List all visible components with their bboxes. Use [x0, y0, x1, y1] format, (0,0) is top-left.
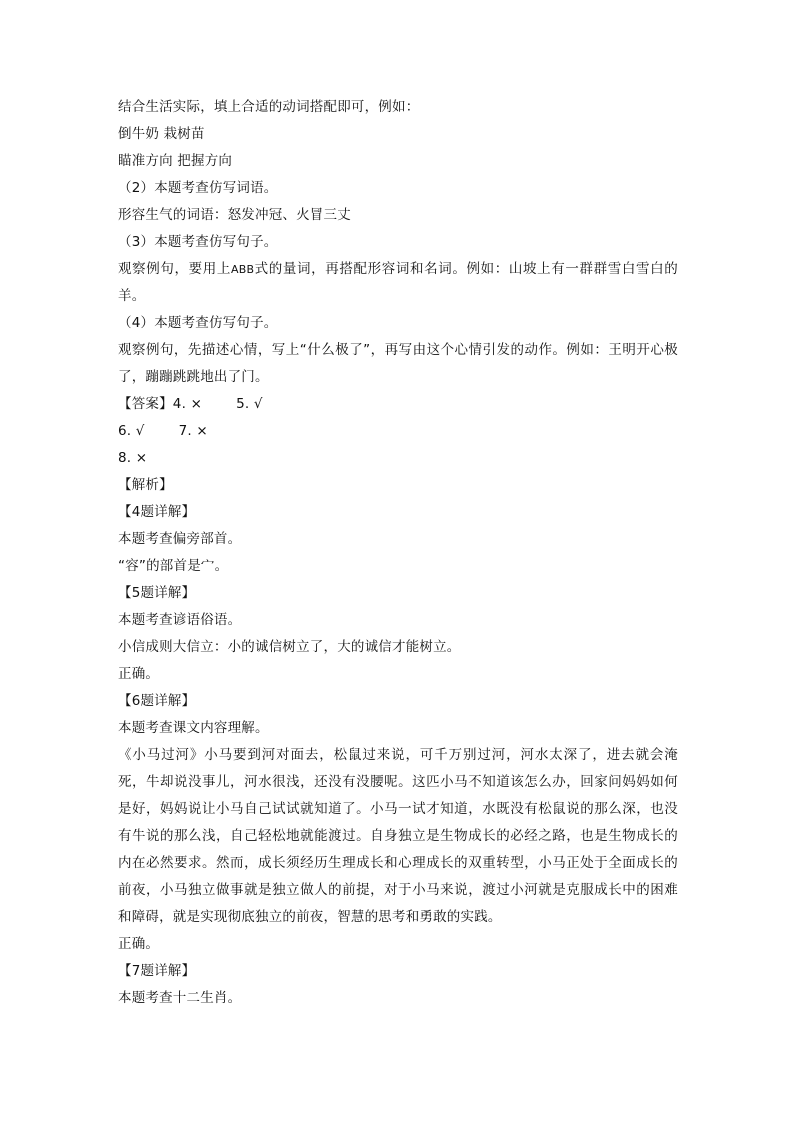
text-line: 倒牛奶 栽树苗 [118, 126, 205, 142]
text-line: （4）本题考查仿写句子。 [118, 315, 278, 331]
answer-item: 7. × [178, 423, 208, 439]
text-line: （2）本题考查仿写词语。 [118, 180, 278, 196]
abb-label: ABB [231, 263, 255, 276]
answer-line [118, 418, 678, 445]
text-line: （3）本题考查仿写句子。 [118, 234, 278, 250]
section-heading: 【解析】 [118, 477, 173, 493]
text-line: 结合生活实际，填上合适的动词搭配即可，例如： [118, 99, 420, 115]
text-line: 本题考查十二生肖。 [118, 990, 242, 1006]
answer-item: 5. √ [236, 396, 263, 412]
text-line: 本题考查课文内容理解。 [118, 720, 269, 736]
text-line: 小信成则大信立：小的诚信树立了，大的诚信才能树立。 [118, 639, 461, 655]
text-line: 本题考查偏旁部首。 [118, 531, 242, 547]
text-line: 正确。 [118, 666, 160, 682]
text-line: 本题考查谚语俗语。 [118, 612, 242, 628]
text-segment: 观察例句，要用上 [118, 261, 232, 277]
answer-line: 8. × [118, 450, 148, 466]
section-heading: 【6题详解】 [118, 693, 196, 709]
document-content [118, 94, 678, 1012]
section-heading: 【7题详解】 [118, 963, 196, 979]
text-paragraph: 《小马过河》小马要到河对面去，松鼠过来说，可千万别过河，河水太深了，进去就会淹死，牛却说没事儿，河水很浅，还没有没腰呢。这匹小马不知道该怎么办，回家问妈妈如何是好，妈妈说让小马自己试试就知道了。小马一试才知道，水既没有松鼠说的那么深，也没有牛说的那么浅，自己轻松地就能渡过。自身独立是生物成长的必经之路，也是生物成长的内在必然要求。然而，成长须经历生理成长和心理成长的双重转型，小马正处于全面成长的前夜，小马独立做事就是独立做人的前提，对于小马来说，渡过小河就是克服成长中的困难和障碍，就是实现彻底独立的前夜，智慧的思考和勇敢的实践。 [118, 747, 678, 925]
section-heading: 【4题详解】 [118, 504, 196, 520]
text-line: 瞄准方向 把握方向 [118, 153, 233, 169]
text-paragraph: 观察例句，先描述心情，写上“什么极了”，再写由这个心情引发的动作。例如：王明开心极了，蹦蹦跳跳地出了门。 [118, 342, 678, 385]
answer-line [118, 391, 678, 418]
answer-item: 【答案】4. × [118, 396, 203, 412]
text-segment: 式的量词，再搭配形容词和名词。例如：山坡上有一群群雪白雪白的羊。 [118, 261, 679, 304]
section-heading: 【5题详解】 [118, 585, 196, 601]
text-line: 形容生气的词语：怒发冲冠、火冒三丈 [118, 207, 351, 223]
text-line: 正确。 [118, 936, 160, 952]
answer-item: 6. √ [118, 423, 145, 439]
text-line: “容”的部首是宀。 [118, 558, 229, 574]
text-paragraph [118, 256, 678, 310]
